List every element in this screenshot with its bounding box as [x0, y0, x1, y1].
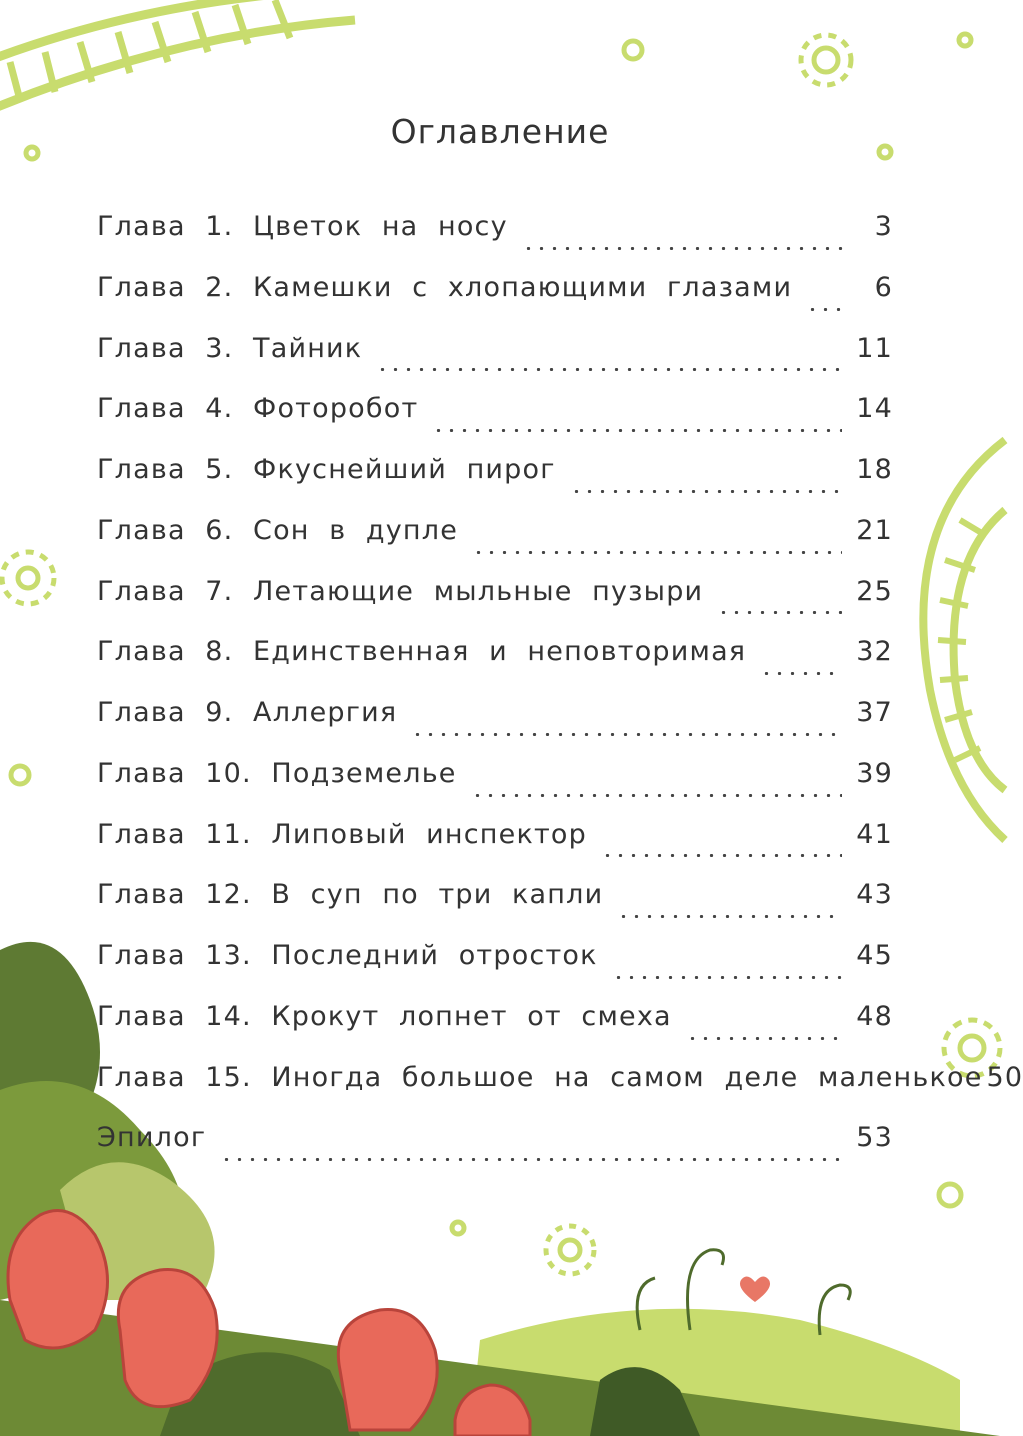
toc-entry-title: Глава 13. Последний отросток	[97, 940, 598, 971]
toc-entry-page-number: 3	[874, 211, 893, 242]
toc-entry[interactable]	[97, 636, 893, 697]
toc-entry[interactable]	[97, 1061, 1023, 1123]
toc-entry-title: Глава 3. Тайник	[97, 332, 363, 364]
toc-entry-page-number: 32	[856, 636, 893, 668]
toc-entry-page-number: 39	[856, 757, 893, 789]
toc-entry[interactable]	[97, 879, 893, 940]
toc-entry-title: Глава 15. Иногда большое на самом деле маленькое	[97, 1061, 983, 1093]
dot-leader	[570, 490, 843, 493]
toc-entry-page-number: 14	[856, 393, 893, 425]
dot-leader	[471, 794, 843, 797]
dot-leader	[432, 429, 842, 432]
toc-entry[interactable]	[97, 940, 893, 1001]
right-arc-ornament	[923, 440, 1005, 840]
toc-entry-title: Глава 2. Камешки с хлопающими глазами	[97, 271, 793, 303]
toc-entry[interactable]	[97, 393, 893, 454]
toc-entry-page-number: 11	[856, 332, 893, 364]
toc-entry[interactable]	[97, 454, 893, 515]
toc-entry[interactable]	[97, 758, 893, 819]
dot-leader	[617, 915, 842, 918]
dot-leader	[376, 368, 842, 371]
toc-entry-title: Эпилог	[97, 1122, 207, 1154]
toc-entry-page-number: 37	[856, 697, 893, 728]
toc-entry-title: Глава 1. Цветок на носу	[97, 211, 508, 242]
dot-leader	[612, 976, 843, 979]
toc-entry-page-number: 53	[856, 1122, 893, 1154]
toc-entry-page-number: 18	[856, 454, 893, 485]
heart-icon	[740, 1276, 770, 1302]
toc-entry-page-number: 21	[856, 514, 893, 546]
toc-entry-title: Глава 12. В суп по три капли	[97, 879, 604, 911]
toc-entry-page-number: 43	[856, 879, 893, 911]
table-of-contents	[97, 211, 1023, 1183]
toc-entry[interactable]	[97, 1001, 893, 1062]
toc-entry-title: Глава 6. Сон в дупле	[97, 514, 459, 546]
toc-entry[interactable]	[97, 819, 893, 880]
page-title: Оглавление	[390, 112, 610, 151]
toc-entry[interactable]	[97, 697, 893, 758]
toc-entry[interactable]	[97, 515, 893, 576]
toc-entry[interactable]	[97, 1122, 893, 1183]
toc-entry-page-number: 45	[856, 940, 893, 971]
toc-entry-title: Глава 14. Крокут лопнет от смеха	[97, 1000, 672, 1032]
toc-entry[interactable]	[97, 333, 893, 394]
toc-entry-page-number: 48	[856, 1000, 893, 1032]
toc-entry-title: Глава 8. Единственная и неповторимая	[97, 636, 747, 668]
toc-entry-title: Глава 7. Летающие мыльные пузыри	[97, 575, 704, 607]
toc-entry-page-number: 50	[986, 1061, 1023, 1093]
dot-leader	[472, 551, 842, 554]
toc-entry-title: Глава 9. Аллергия	[97, 697, 398, 728]
toc-entry-title: Глава 5. Фкуснейший пирог	[97, 454, 556, 485]
dot-leader	[220, 1158, 842, 1161]
toc-entry-page-number: 25	[856, 575, 893, 607]
top-left-arc-ornament	[0, 0, 355, 110]
toc-entry-title: Глава 11. Липовый инспектор	[97, 818, 587, 850]
dot-leader	[601, 854, 842, 857]
toc-entry-title: Глава 4. Фоторобот	[97, 393, 419, 425]
toc-entry-page-number: 41	[856, 818, 893, 850]
dot-leader	[686, 1037, 842, 1040]
toc-entry-page-number: 6	[874, 271, 893, 303]
dot-leader	[411, 733, 842, 736]
dot-leader	[760, 672, 842, 675]
dot-leader	[522, 247, 849, 250]
toc-entry[interactable]	[97, 272, 893, 333]
toc-entry[interactable]	[97, 211, 893, 272]
dot-leader	[806, 308, 849, 311]
toc-entry-title: Глава 10. Подземелье	[97, 757, 457, 789]
dot-leader	[717, 611, 842, 614]
toc-entry[interactable]	[97, 576, 893, 637]
